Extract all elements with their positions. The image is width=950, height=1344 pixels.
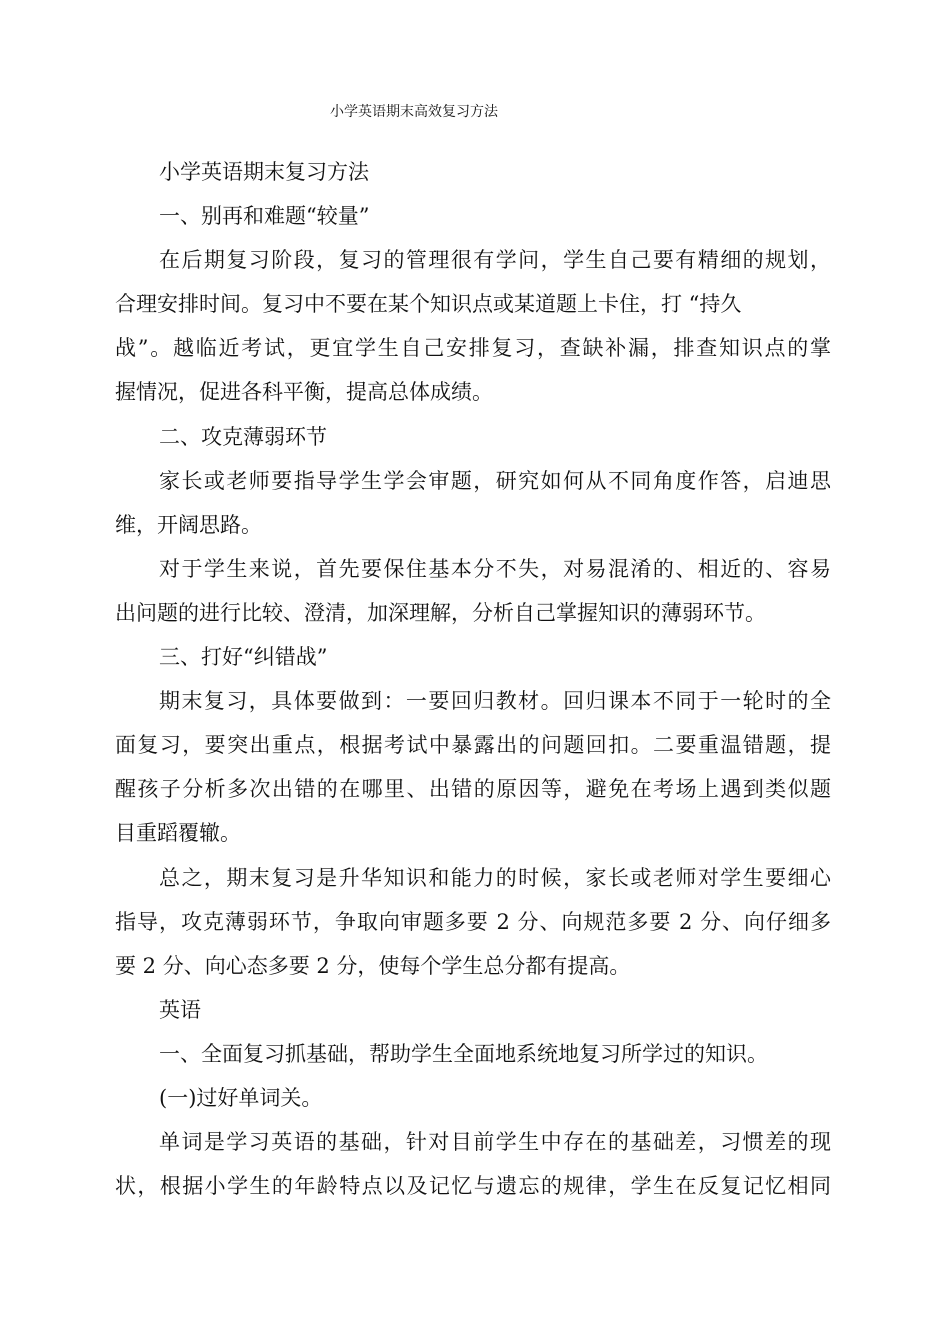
paragraph-line: 在后期复习阶段，复习的管理很有学问，学生自己要有精细的规划，	[159, 248, 831, 273]
paragraph-line: 合理安排时间。复习中不要在某个知识点或某道题上卡住，打 “持久	[115, 292, 742, 317]
section-heading: 一、别再和难题“较量”	[159, 204, 370, 229]
paragraph-line: 维，开阔思路。	[115, 512, 262, 537]
subsection-heading: (一)过好单词关。	[159, 1085, 323, 1110]
paragraph-line: 家长或老师要指导学生学会审题，研究如何从不同角度作答，启迪思	[159, 468, 831, 493]
paragraph-line: 醒孩子分析多次出错的在哪里、出错的原因等，避免在考场上遇到类似题	[115, 777, 831, 802]
paragraph-line: 总之，期末复习是升华知识和能力的时候，家长或老师对学生要细心	[159, 865, 831, 890]
document-body	[115, 152, 831, 1210]
paragraph-line: 要 2 分、向心态多要 2 分，使每个学生总分都有提高。	[115, 953, 631, 978]
section-heading: 英语	[159, 997, 201, 1022]
paragraph-line: 握情况，促进各科平衡，提高总体成绩。	[115, 380, 493, 405]
paragraph-line: 战”。越临近考试，更宜学生自己安排复习，查缺补漏，排查知识点的掌	[115, 336, 831, 361]
paragraph-line: 面复习，要突出重点，根据考试中暴露出的问题回扣。二要重温错题，提	[115, 733, 831, 758]
paragraph-line: 出问题的进行比较、澄清，加深理解，分析自己掌握知识的薄弱环节。	[115, 600, 766, 625]
section-heading: 三、打好“纠错战”	[159, 645, 328, 670]
paragraph-line: 指导，攻克薄弱环节，争取向审题多要 2 分、向规范多要 2 分、向仔细多	[115, 909, 831, 934]
section-heading: 二、攻克薄弱环节	[159, 424, 327, 449]
document-title: 小学英语期末高效复习方法	[330, 104, 498, 120]
section-heading: 一、全面复习抓基础，帮助学生全面地系统地复习所学过的知识。	[159, 1041, 768, 1066]
section-heading: 小学英语期末复习方法	[159, 160, 369, 184]
paragraph-line: 状，根据小学生的年龄特点以及记忆与遗忘的规律，学生在反复记忆相同	[115, 1174, 831, 1199]
paragraph-line: 对于学生来说，首先要保住基本分不失，对易混淆的、相近的、容易	[159, 556, 831, 581]
paragraph-line: 期末复习，具体要做到：一要回归教材。回归课本不同于一轮时的全	[159, 689, 831, 714]
paragraph-line: 目重蹈覆辙。	[115, 821, 241, 846]
paragraph-line: 单词是学习英语的基础，针对目前学生中存在的基础差，习惯差的现	[159, 1130, 831, 1155]
